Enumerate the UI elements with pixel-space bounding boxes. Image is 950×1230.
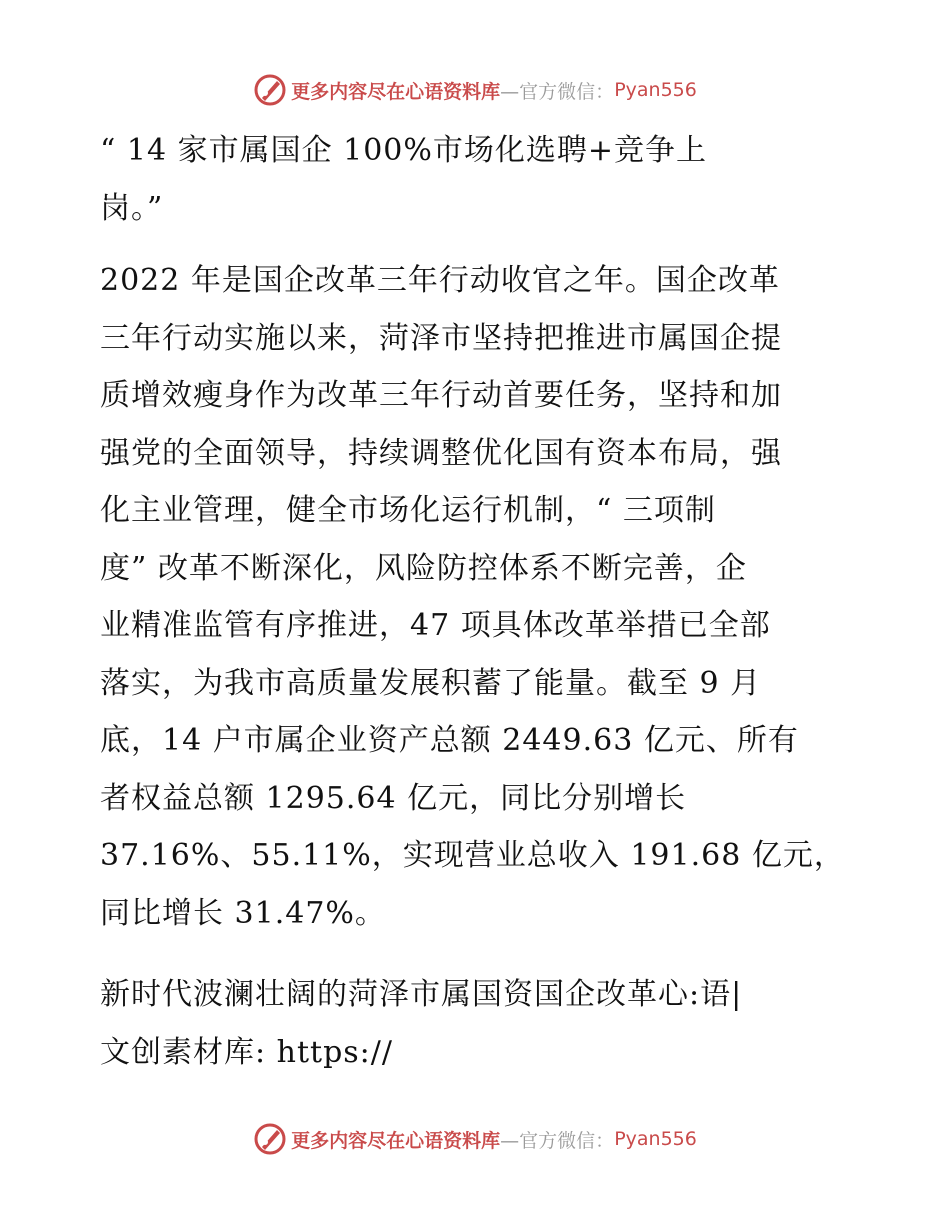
text-line: 者权益总额 1295.64 亿元，同比分别增长 bbox=[100, 780, 687, 816]
text-line: 强党的全面领导，持续调整优化国有资本布局，强 bbox=[100, 435, 782, 471]
text-line: 三年行动实施以来，菏泽市坚持把推进市属国企提 bbox=[100, 320, 782, 356]
text-line: 质增效瘦身作为改革三年行动首要任务，坚持和加 bbox=[100, 378, 782, 413]
paragraph-3 bbox=[100, 966, 860, 1081]
banner-main-text: 更多内容尽在心语资料库 bbox=[291, 1129, 501, 1152]
paragraph-1 bbox=[100, 122, 860, 237]
text-line: 岗。” bbox=[100, 190, 164, 226]
banner-separator-text: —官方微信： bbox=[500, 1129, 615, 1152]
footer-watermark bbox=[0, 1119, 950, 1159]
header-watermark bbox=[0, 70, 950, 110]
text-line: 2022 年是国企改革三年行动收官之年。国企改革 bbox=[100, 263, 780, 298]
text-line: 同比增长 31.47%。 bbox=[100, 895, 386, 931]
logo-icon bbox=[253, 73, 287, 107]
text-line: 化主业管理，健全市场化运行机制，“ 三项制 bbox=[100, 493, 716, 528]
text-line: 业精准监管有序推进，47 项具体改革举措已全部 bbox=[100, 608, 771, 643]
paragraph-2 bbox=[100, 252, 860, 942]
text-line: 度” 改革不断深化，风险防控体系不断完善，企 bbox=[100, 550, 747, 586]
text-line: 文创素材库: https:// bbox=[100, 1034, 393, 1070]
banner-wechat-id: Pyan556 bbox=[614, 1128, 697, 1150]
text-line: “ 14 家市属国企 100%市场化选聘+竞争上 bbox=[100, 133, 708, 168]
text-line: 37.16%、55.11%，实现营业总收入 191.68 亿元， bbox=[100, 838, 845, 873]
banner-separator-text: —官方微信： bbox=[500, 80, 615, 103]
banner-main-text: 更多内容尽在心语资料库 bbox=[291, 80, 501, 103]
text-line: 落实，为我市高质量发展积蓄了能量。截至 9 月 bbox=[100, 665, 762, 701]
text-line: 底，14 户市属企业资产总额 2449.63 亿元、所有 bbox=[100, 723, 799, 758]
text-line: 新时代波澜壮阔的菏泽市属国资国企改革心:语| bbox=[100, 977, 743, 1012]
logo-icon bbox=[253, 1122, 287, 1156]
banner-wechat-id: Pyan556 bbox=[614, 79, 697, 101]
